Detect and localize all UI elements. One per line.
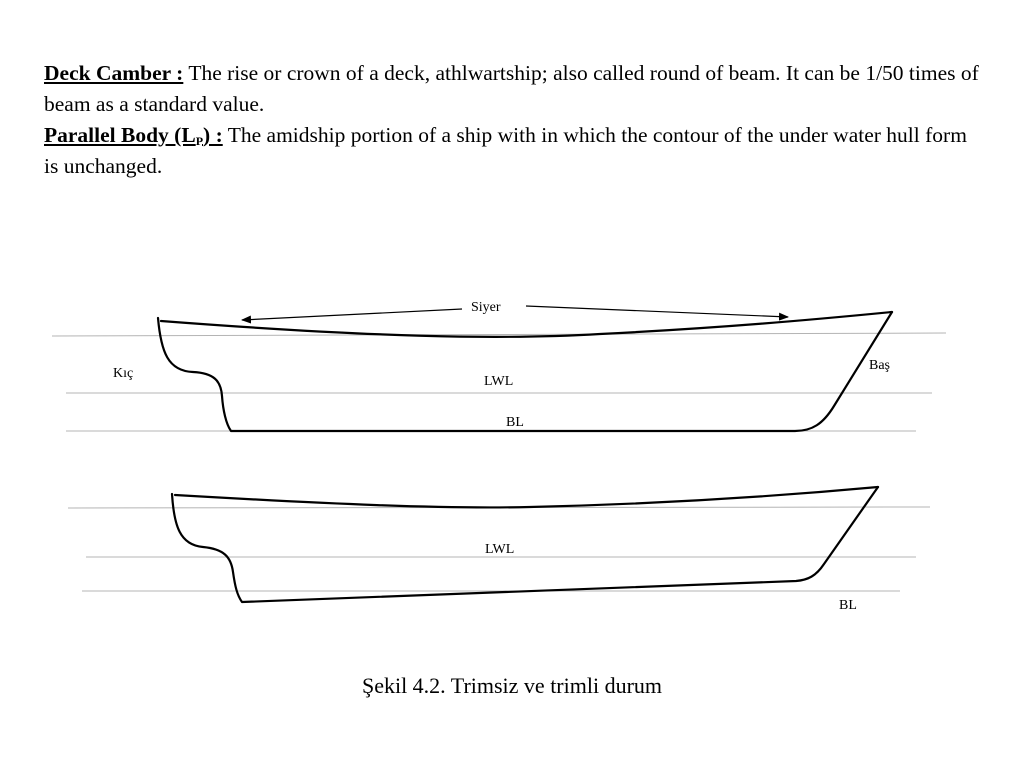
bottom-bl-label: BL xyxy=(839,598,857,613)
sheer-label: Siyer xyxy=(471,300,501,315)
figure-caption: Şekil 4.2. Trimsiz ve trimli durum xyxy=(361,673,663,698)
stern-label: Kıç xyxy=(113,366,134,381)
bottom-hull-outline xyxy=(172,487,878,602)
parallel-body-term-prefix: Parallel Body (L xyxy=(44,123,196,147)
sheer-arrow-right xyxy=(526,306,788,317)
deck-camber-text: The rise or crown of a deck, athlwartship; also called round of beam. It can be 1/50 times of beam as a standard value. xyxy=(44,61,979,116)
bow-label: Baş xyxy=(869,358,890,373)
top-bl-label: BL xyxy=(506,415,524,430)
top-deck-guide-line xyxy=(52,333,946,336)
bottom-deck-sheer-line xyxy=(175,487,878,507)
deck-camber-term: Deck Camber : xyxy=(44,61,184,85)
top-lwl-label: LWL xyxy=(484,374,514,389)
trimmed-figure xyxy=(68,487,930,613)
parallel-body-text: The amidship portion of a ship with in which the contour of the under water hull form is unchanged. xyxy=(44,123,967,178)
bottom-lwl-label: LWL xyxy=(485,542,515,557)
parallel-body-term-subscript: P xyxy=(195,134,204,148)
sheer-arrow-left xyxy=(242,309,462,320)
parallel-body-term-suffix: ) : xyxy=(203,123,223,147)
even-keel-figure xyxy=(52,300,946,431)
top-hull-outline xyxy=(158,312,892,431)
